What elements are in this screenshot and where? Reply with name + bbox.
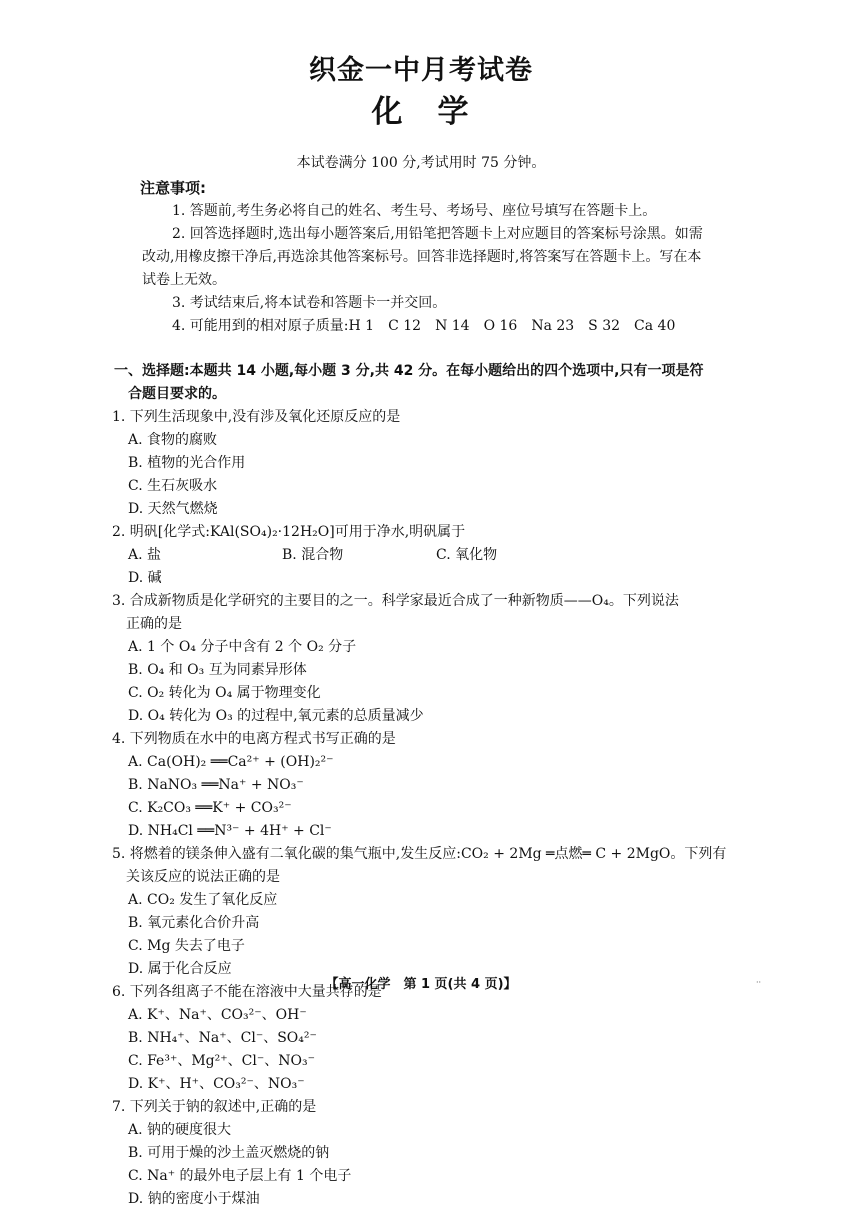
exam-intro: 本试卷满分 100 分,考试用时 75 分钟。 xyxy=(296,155,546,171)
option-b: B. 植物的光合作用 xyxy=(128,455,246,471)
options-group xyxy=(112,544,742,590)
question-stem-text: 4. 下列物质在水中的电离方程式书写正确的是 xyxy=(112,731,396,747)
question-7 xyxy=(112,1096,742,1211)
note-item: 1. 答题前,考生务必将自己的姓名、考生号、考场号、座位号填写在答题卡上。 xyxy=(172,203,657,219)
question-3 xyxy=(112,590,742,728)
option-d: D. K⁺、H⁺、CO₃²⁻、NO₃⁻ xyxy=(128,1076,305,1092)
option-a: A. 食物的腐败 xyxy=(128,432,218,448)
question-5 xyxy=(112,843,742,981)
option-a: A. K⁺、Na⁺、CO₃²⁻、OH⁻ xyxy=(128,1007,307,1023)
question-stem-text: 7. 下列关于钠的叙述中,正确的是 xyxy=(112,1099,317,1115)
options-group xyxy=(112,1119,742,1211)
option-c: C. 生石灰吸水 xyxy=(128,478,218,494)
notes-list xyxy=(142,200,712,338)
option-b: B. O₄ 和 O₃ 互为同素异形体 xyxy=(128,662,307,678)
page-footer: 【高一化学 第 1 页(共 4 页)】 xyxy=(325,977,517,992)
options-group xyxy=(112,429,742,521)
option-c: C. Fe³⁺、Mg²⁺、Cl⁻、NO₃⁻ xyxy=(128,1053,315,1069)
option-a: A. 盐 xyxy=(128,547,162,563)
option-d: D. NH₄Cl ══N³⁻ + 4H⁺ + Cl⁻ xyxy=(128,823,332,839)
note-item: 3. 考试结束后,将本试卷和答题卡一并交回。 xyxy=(172,295,447,311)
question-stem xyxy=(112,843,742,889)
question-stem-text: 3. 合成新物质是化学研究的主要目的之一。科学家最近合成了一种新物质——O₄。下列说法 xyxy=(112,593,679,609)
question-stem-text: 5. 将燃着的镁条伸入盛有二氧化碳的集气瓶中,发生反应:CO₂ + 2Mg ═点燃═ C + 2MgO。下列有 xyxy=(112,846,727,862)
question-stem xyxy=(112,521,742,544)
question-2 xyxy=(112,521,742,590)
question-stem-continuation: 正确的是 xyxy=(126,616,182,632)
question-stem xyxy=(112,728,742,751)
option-c: C. Mg 失去了电子 xyxy=(128,938,245,954)
option-b: B. 可用于燥的沙土盖灭燃烧的钠 xyxy=(128,1145,330,1161)
question-6 xyxy=(112,981,742,1096)
question-stem-text: 2. 明矾[化学式:KAl(SO₄)₂·12H₂O]可用于净水,明矾属于 xyxy=(112,524,466,540)
option-a: A. 钠的硬度很大 xyxy=(128,1122,232,1138)
option-a: A. CO₂ 发生了氧化反应 xyxy=(128,892,278,908)
question-stem-text: 1. 下列生活现象中,没有涉及氧化还原反应的是 xyxy=(112,409,401,425)
page-mark: ·· xyxy=(756,978,762,987)
question-list xyxy=(112,406,742,1211)
note-item: 4. 可能用到的相对原子质量:H 1 C 12 N 14 O 16 Na 23 S 32 Ca 40 xyxy=(172,318,676,334)
option-b: B. 混合物 xyxy=(282,547,344,563)
exam-title: 织金一中月考试卷 xyxy=(309,55,533,86)
option-d: D. 属于化合反应 xyxy=(128,961,232,977)
section-heading xyxy=(114,360,734,406)
option-c: C. O₂ 转化为 O₄ 属于物理变化 xyxy=(128,685,321,701)
option-b: B. NaNO₃ ══Na⁺ + NO₃⁻ xyxy=(128,777,304,793)
option-d: D. O₄ 转化为 O₃ 的过程中,氧元素的总质量减少 xyxy=(128,708,424,724)
option-a: A. Ca(OH)₂ ══Ca²⁺ + (OH)₂²⁻ xyxy=(128,754,334,770)
note-item: 2. 回答选择题时,选出每小题答案后,用铅笔把答题卡上对应题目的答案标号涂黑。如需改动,用橡皮擦干净后,再选涂其他答案标号。回答非选择题时,将答案写在答题卡上。写在本试卷上无效。 xyxy=(142,226,703,288)
question-stem xyxy=(112,406,742,429)
option-c: C. 氧化物 xyxy=(436,547,498,563)
options-group xyxy=(112,1004,742,1096)
option-d: D. 钠的密度小于煤油 xyxy=(128,1191,260,1207)
option-d: D. 碱 xyxy=(128,570,162,586)
option-d: D. 天然气燃烧 xyxy=(128,501,218,517)
question-4 xyxy=(112,728,742,843)
subject-title: 化 学 xyxy=(371,94,471,130)
question-1 xyxy=(112,406,742,521)
options-group xyxy=(112,751,742,843)
options-group xyxy=(112,889,742,981)
option-b: B. 氧元素化合价升高 xyxy=(128,915,260,931)
notes-heading: 注意事项: xyxy=(140,179,206,197)
section-line-2: 合题目要求的。 xyxy=(128,386,226,402)
options-group xyxy=(112,636,742,728)
section-line-1: 一、选择题:本题共 14 小题,每小题 3 分,共 42 分。在每小题给出的四个选项中,只有一项是符 xyxy=(114,363,704,379)
question-stem-text: 6. 下列各组离子不能在溶液中大量共存的是 xyxy=(112,984,382,1000)
option-c: C. Na⁺ 的最外电子层上有 1 个电子 xyxy=(128,1168,352,1184)
question-stem xyxy=(112,1096,742,1119)
option-b: B. NH₄⁺、Na⁺、Cl⁻、SO₄²⁻ xyxy=(128,1030,317,1046)
question-stem xyxy=(112,590,742,636)
option-a: A. 1 个 O₄ 分子中含有 2 个 O₂ 分子 xyxy=(128,639,357,655)
option-c: C. K₂CO₃ ══K⁺ + CO₃²⁻ xyxy=(128,800,292,816)
question-stem-continuation: 关该反应的说法正确的是 xyxy=(126,869,280,885)
